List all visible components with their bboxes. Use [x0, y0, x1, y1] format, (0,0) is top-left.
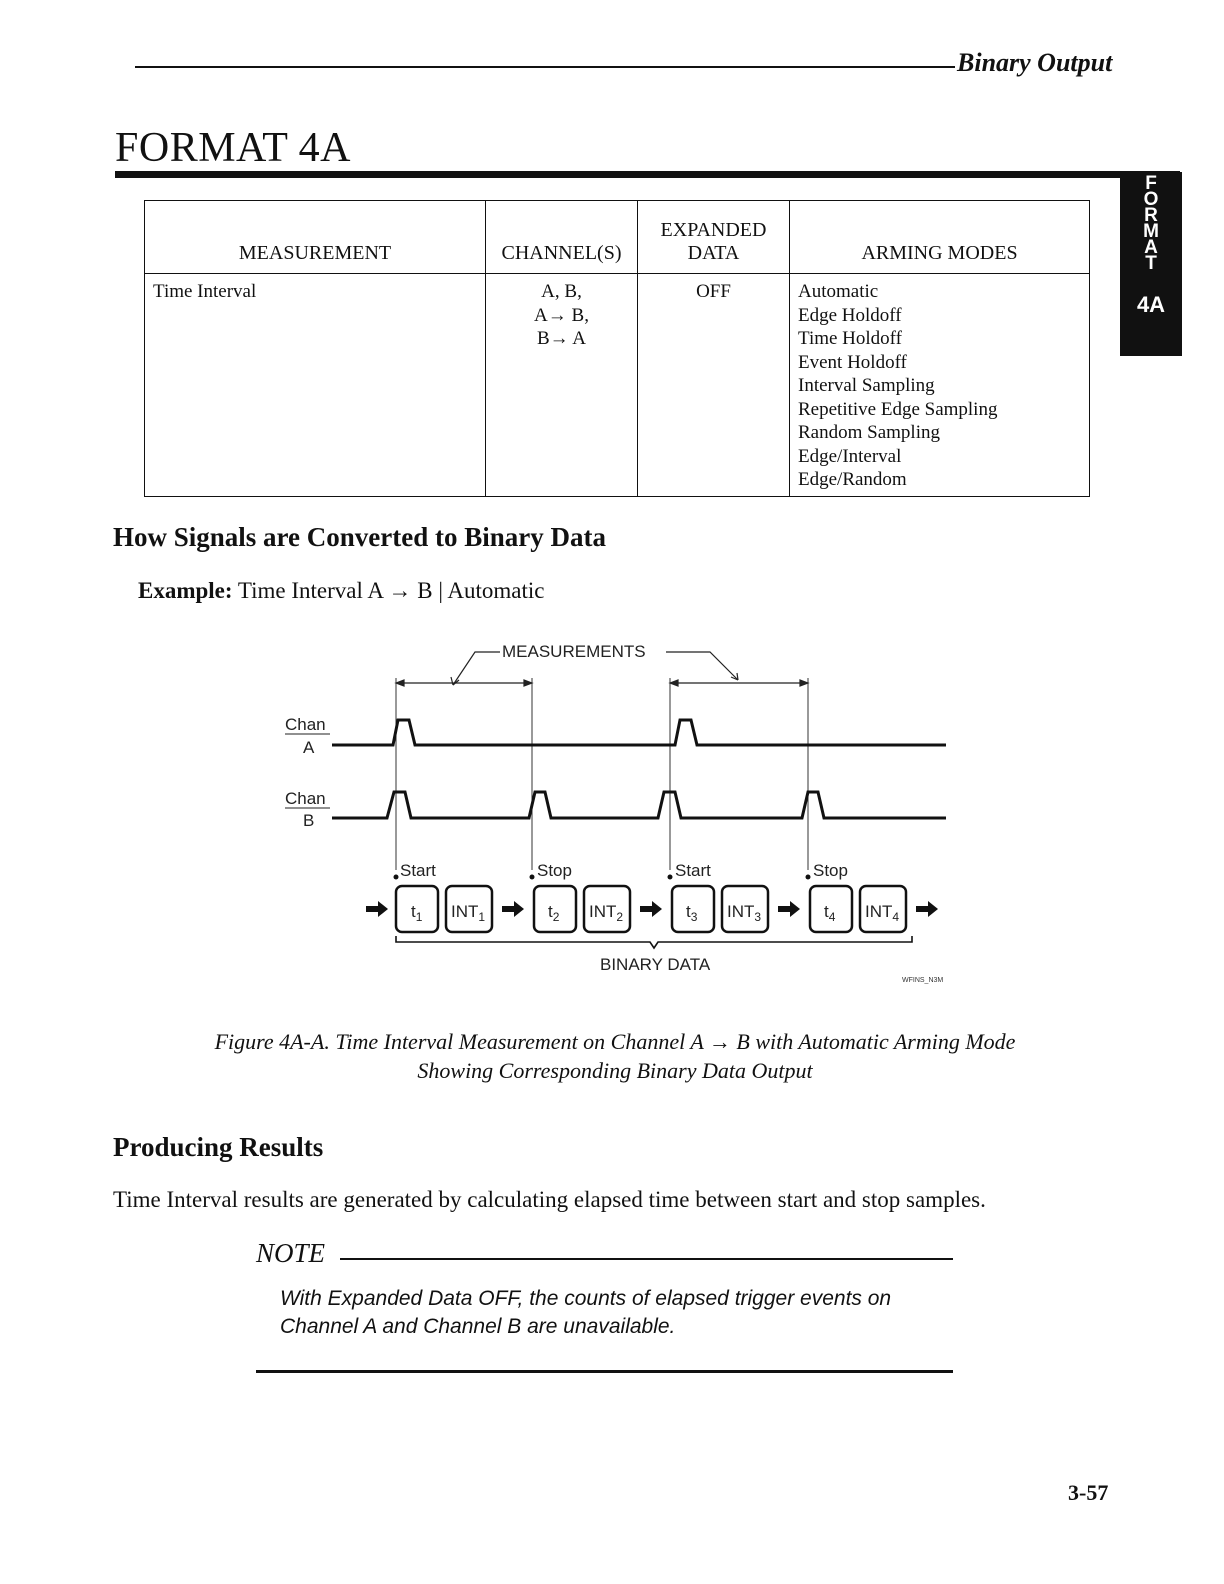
- side-tab-letter: T: [1145, 253, 1157, 274]
- time-block-1: $t_1$: [411, 902, 423, 924]
- binary-data-label: BINARY DATA: [600, 955, 711, 974]
- arming-mode: Repetitive Edge Sampling: [798, 398, 998, 420]
- page-title: FORMAT 4A: [115, 125, 351, 171]
- binary-data-stream: [366, 886, 938, 932]
- table-header-row: [145, 201, 1090, 274]
- note-rule-bottom: [256, 1370, 953, 1373]
- cell-channels: [486, 274, 638, 497]
- timing-diagram: [270, 630, 960, 990]
- channel-b-name: B: [303, 811, 315, 830]
- header-measurement: MEASUREMENT: [145, 201, 486, 274]
- sample-markers: [394, 875, 811, 880]
- channel-b-waveform: [332, 792, 946, 818]
- side-tab-letter: R: [1144, 205, 1158, 226]
- header-expanded-line1: EXPANDED: [660, 219, 767, 241]
- table-row: [145, 274, 1090, 497]
- header-expanded-data: [638, 201, 790, 274]
- example-text: Time Interval A → B | Automatic: [237, 578, 545, 603]
- cell-arming-modes: [790, 274, 1090, 497]
- marker-stop-2: Stop: [813, 861, 848, 880]
- header-channels: CHANNEL(S): [486, 201, 638, 274]
- cell-expanded-data: OFF: [638, 274, 790, 497]
- arming-mode: Edge Holdoff: [798, 304, 902, 326]
- arming-mode: Edge/Interval: [798, 445, 902, 467]
- note-label: NOTE: [256, 1238, 326, 1268]
- int-block-2: $INT_2$: [589, 902, 624, 924]
- cell-measurement: Time Interval: [145, 274, 486, 497]
- channel-a-label: [285, 715, 330, 757]
- time-block-3: $t_3$: [686, 902, 698, 924]
- art-id: WFINS_N3M: [902, 977, 944, 984]
- side-tab-letter: M: [1143, 221, 1159, 242]
- caption-line-2: Showing Corresponding Binary Data Output: [417, 1058, 813, 1083]
- binary-data-brace: [396, 936, 912, 948]
- note-text: With Expanded Data OFF, the counts of elapsed trigger events on Channel A and Channel B are unavailable.: [280, 1287, 892, 1338]
- channel-b-label: [285, 789, 330, 830]
- arming-mode: Random Sampling: [798, 422, 940, 443]
- figure-caption: [120, 1027, 1110, 1085]
- arming-mode: Time Holdoff: [798, 328, 902, 349]
- int-block-3: $INT_3$: [727, 902, 762, 924]
- time-block-4: $t_4$: [824, 902, 836, 924]
- example-label: Example:: [138, 578, 233, 603]
- side-tab-letter: A: [1144, 237, 1158, 258]
- caption-line-1: Figure 4A-A. Time Interval Measurement on Channel A → B with Automatic Arming Mode: [214, 1029, 1016, 1054]
- channel-a-waveform: [332, 720, 946, 745]
- note-rule-top: [340, 1258, 953, 1260]
- format-spec-table: [144, 200, 1090, 497]
- side-tab-letter: F: [1145, 173, 1157, 194]
- page-number: 3-57: [1068, 1480, 1109, 1505]
- marker-start-1: Start: [400, 861, 436, 880]
- header-arming-modes: ARMING MODES: [790, 201, 1090, 274]
- int-block-1: $INT_1$: [451, 902, 486, 924]
- arming-mode: Automatic: [798, 281, 879, 302]
- chan-label-a: Chan: [285, 715, 326, 734]
- time-block-2: $t_2$: [548, 902, 560, 924]
- reference-lines: [396, 678, 808, 870]
- header-expanded-line2: DATA: [687, 242, 740, 264]
- int-block-4: $INT_4$: [865, 902, 900, 924]
- marker-stop-1: Stop: [537, 861, 572, 880]
- results-paragraph: Time Interval results are generated by calculating elapsed time between start and stop samples.: [113, 1187, 986, 1212]
- running-header-title: Binary Output: [957, 48, 1113, 77]
- marker-start-2: Start: [675, 861, 711, 880]
- section-side-tab: [1120, 172, 1182, 356]
- measurements-label: MEASUREMENTS: [502, 642, 646, 661]
- channel-value: A→ B,: [534, 304, 589, 326]
- chan-label-b: Chan: [285, 789, 326, 808]
- example-line: [138, 578, 545, 604]
- section-heading-results: Producing Results: [113, 1132, 324, 1162]
- channel-value: A, B,: [541, 281, 582, 302]
- arming-mode: Interval Sampling: [798, 375, 935, 396]
- header-rule: [135, 66, 955, 68]
- side-tab-code: 4A: [1136, 292, 1166, 317]
- side-tab-letter: O: [1143, 189, 1159, 210]
- arming-mode: Edge/Random: [798, 469, 907, 490]
- arming-mode: Event Holdoff: [798, 351, 907, 373]
- section-heading-signals: How Signals are Converted to Binary Data: [113, 522, 606, 552]
- side-tab-letters: [1120, 172, 1182, 272]
- channel-value: B→ A: [536, 328, 587, 349]
- channel-a-name: A: [303, 738, 315, 757]
- title-rule: [115, 171, 1180, 178]
